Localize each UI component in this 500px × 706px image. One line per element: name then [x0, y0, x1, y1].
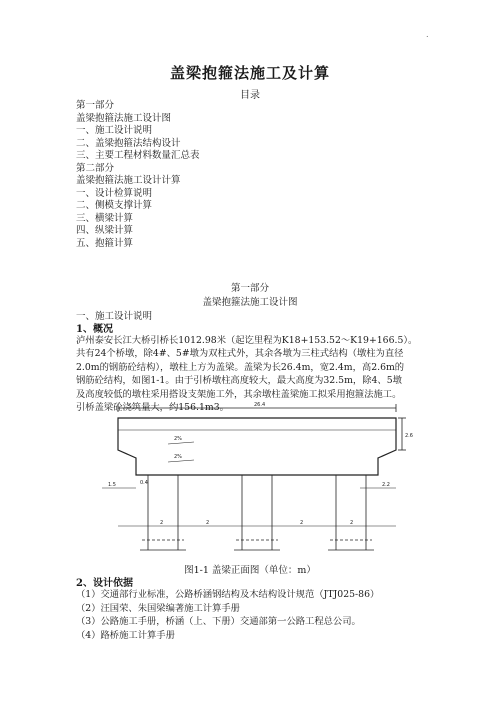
figure-caption: 图1-1 盖梁正面图（单位：m）: [184, 565, 316, 576]
pier-column-right: [328, 475, 374, 550]
toc-item: 一、施工设计说明: [76, 125, 153, 136]
span-label: 2: [350, 520, 354, 526]
slope-label-right: 2%: [174, 454, 182, 460]
paragraph-line: 泸州泰安长江大桥引桥长1012.98米（起讫里程为K18+153.52～K19+166.5）。: [76, 335, 418, 346]
paragraph-line: 引桥盖梁砼浇筑量大，约156.1m3。: [76, 402, 229, 414]
span-label: 2: [300, 520, 304, 526]
paragraph-line: 钢筋砼结构，如图1-1。由于引桥墩柱高度较大，最大高度为32.5m，除4、5墩: [76, 375, 402, 387]
slope-arrow-right: [168, 460, 194, 462]
toc-item: 三、主要工程材料数量汇总表: [76, 150, 200, 161]
design-basis-list: [76, 588, 379, 642]
document-title: 盖梁抱箍法施工及计算: [169, 64, 330, 82]
basis-heading: 2、设计依据: [76, 578, 133, 589]
span-label: 2: [206, 520, 210, 526]
table-of-contents: [76, 100, 200, 250]
slope-label-left: 2%: [174, 436, 182, 442]
overview-heading: 1、概况: [76, 324, 113, 335]
section-item: 一、施工设计说明: [76, 311, 153, 322]
dim-right-end: 2.2: [382, 482, 390, 488]
corner-mark: .: [426, 30, 429, 39]
basis-item: （1）交通部行业标准，公路桥涵钢结构及木结构设计规范（JTJ025-86）: [76, 589, 380, 600]
toc-item: 三、横梁计算: [76, 212, 134, 224]
toc-item: 第一部分: [76, 100, 115, 111]
paragraph-line: 及高度较低的墩柱采用搭设支架施工外，其余墩柱盖梁施工拟采用抱箍法施工。: [76, 388, 402, 400]
pier-column-middle: [234, 475, 280, 550]
pier-column-left: [140, 475, 186, 550]
cap-beam-elevation-drawing: [96, 400, 416, 560]
cap-beam-outline: [118, 418, 396, 475]
basis-item: （2）汪国荣、朱国梁编著施工计算手册: [76, 602, 240, 614]
toc-item: 二、盖梁抱箍法结构设计: [76, 137, 181, 149]
toc-item: 第二部分: [76, 162, 115, 174]
span-label: 2: [160, 520, 164, 526]
dim-right-height: 2.6: [405, 433, 413, 439]
basis-item: （4）路桥施工计算手册: [76, 629, 175, 641]
section-title: 盖梁抱箍法施工设计图: [202, 297, 298, 308]
dim-left-small: 0.4: [140, 480, 148, 486]
toc-item: 盖梁抱箍法施工设计图: [76, 112, 172, 124]
paragraph-line: 共有24个桥墩，除4#、5#墩为双柱式外，其余各墩为三柱式结构（墩柱为直径: [76, 348, 404, 360]
toc-item: 四、纵梁计算: [76, 225, 134, 236]
slope-arrow-left: [168, 442, 194, 444]
toc-item: 盖梁抱箍法施工设计计算: [76, 175, 181, 186]
paragraph-line: 2.0m的钢筋砼结构），墩柱上方为盖梁。盖梁为长26.4m，宽2.4m，高2.6m的: [76, 361, 405, 373]
dim-total-length: 26.4: [254, 402, 266, 408]
section-part-label: 第一部分: [230, 283, 269, 294]
basis-item: （3）公路施工手册，桥涵（上、下册）交通部第一公路工程总公司。: [76, 616, 361, 627]
toc-item: 二、侧模支撑计算: [76, 200, 153, 211]
toc-title: 目录: [240, 90, 260, 101]
toc-item: 五、抱箍计算: [76, 237, 134, 249]
toc-item: 一、设计检算说明: [76, 187, 153, 199]
dim-left-end: 1.5: [108, 482, 116, 488]
